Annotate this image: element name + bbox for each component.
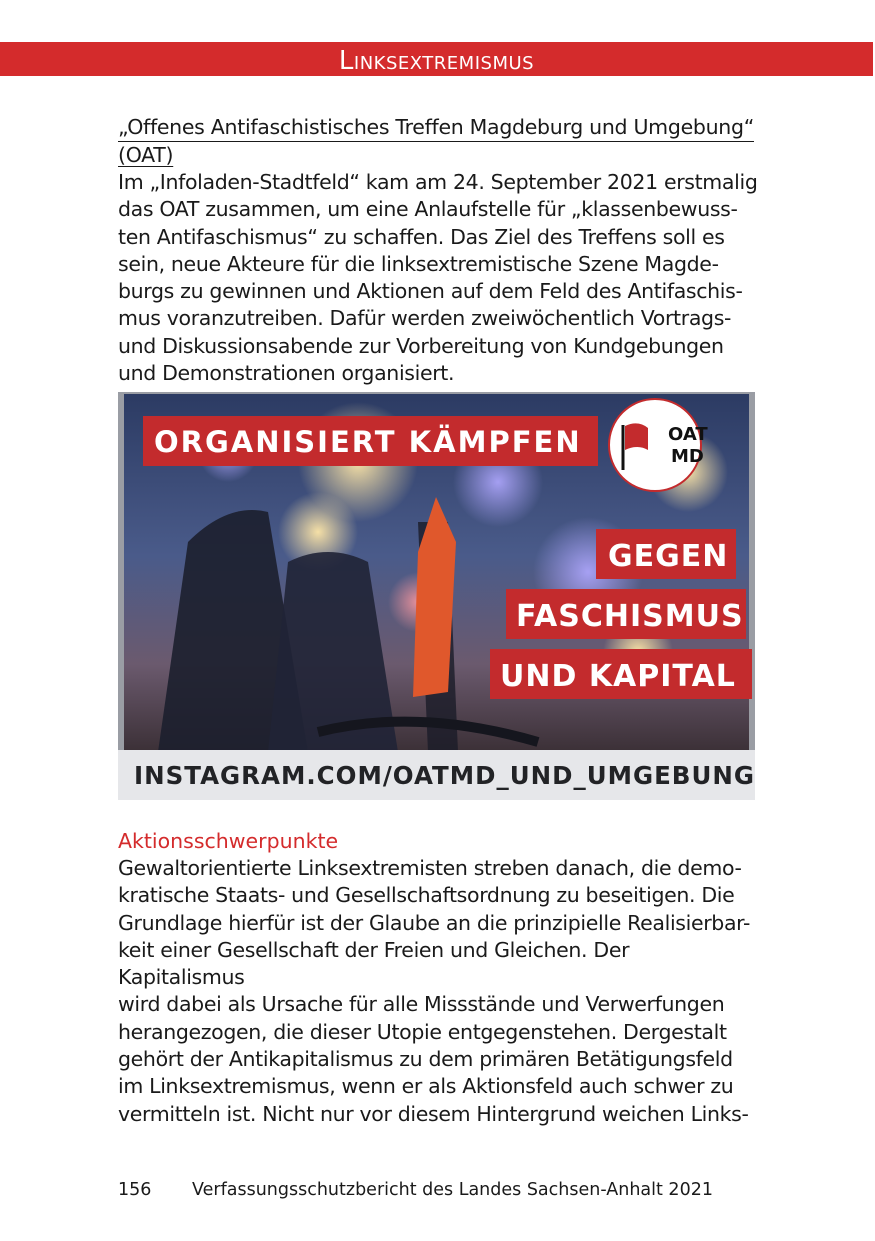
logo-text-md: MD	[671, 446, 704, 467]
group-paragraph	[118, 169, 758, 387]
sticker-photo-svg	[118, 392, 755, 800]
text-line: keit einer Gesellschaft der Freien und Gleichen. Der Kapitalismus	[118, 937, 630, 990]
text-line: Im „Infoladen-Stadtfeld“ kam am 24. September 2021 erstmalig	[118, 170, 758, 194]
text-line: gehört der Antikapitalismus zu dem primären Betätigungsfeld	[118, 1047, 733, 1072]
text-line: mus voranzutreiben. Dafür werden zweiwöchentlich Vortrags-	[118, 306, 732, 331]
text-line: im Linksextremismus, wenn er als Aktionsfeld auch schwer zu	[118, 1074, 734, 1099]
text-line: Gewaltorientierte Linksextremisten streben danach, die demo-	[118, 856, 742, 880]
text-line: herangezogen, die dieser Utopie entgegenstehen. Dergestalt	[118, 1019, 727, 1044]
text-line: ten Antifaschismus“ zu schaffen. Das Ziel des Treffens soll es	[118, 224, 725, 249]
sticker-instagram-url: INSTAGRAM.COM/OATMD_UND_UMGEBUNG	[134, 761, 755, 790]
logo-text-oat: OAT	[668, 424, 708, 445]
group-heading	[118, 114, 758, 169]
group-title-line-2: (OAT)	[118, 143, 174, 167]
text-line: kratische Staats- und Gesellschaftsordnung zu beseitigen. Die	[118, 883, 735, 908]
subheading: Aktionsschwerpunkte	[118, 829, 339, 853]
sticker-slogan-line-1: GEGEN	[608, 539, 729, 574]
group-title-line-1: „Offenes Antifaschistisches Treffen Magdeburg und Umgebung“	[118, 114, 754, 142]
page-footer	[118, 1180, 713, 1200]
text-line: burgs zu gewinnen und Aktionen auf dem Feld des Antifaschis-	[118, 279, 743, 304]
sticker-slogan-line-3: UND KAPITAL	[500, 659, 736, 694]
text-line: das OAT zusammen, um eine Anlaufstelle für „klassenbewuss-	[118, 197, 738, 222]
section-title: Linksextremismus	[338, 46, 535, 76]
text-line: und Demonstrationen organisiert.	[118, 361, 455, 386]
section-header-banner	[0, 42, 873, 76]
text-line: und Diskussionsabende zur Vorbereitung von Kundgebungen	[118, 333, 724, 358]
text-line: Grundlage hierfür ist der Glaube an die prinzipielle Realisierbar-	[118, 910, 750, 935]
sticker-slogan-line-2: FASCHISMUS	[516, 599, 744, 634]
sticker-photo	[118, 392, 755, 800]
text-line: wird dabei als Ursache für alle Missstände und Verwerfungen	[118, 992, 725, 1017]
publication-title: Verfassungsschutzbericht des Landes Sachsen-Anhalt 2021	[192, 1180, 713, 1200]
text-line: sein, neue Akteure für die linksextremistische Szene Magde-	[118, 251, 719, 276]
section-paragraph	[118, 855, 758, 1128]
sticker-slogan-top: ORGANISIERT KÄMPFEN	[154, 425, 582, 459]
page-number: 156	[118, 1180, 152, 1200]
text-line: vermitteln ist. Nicht nur vor diesem Hintergrund weichen Links-	[118, 1101, 749, 1126]
